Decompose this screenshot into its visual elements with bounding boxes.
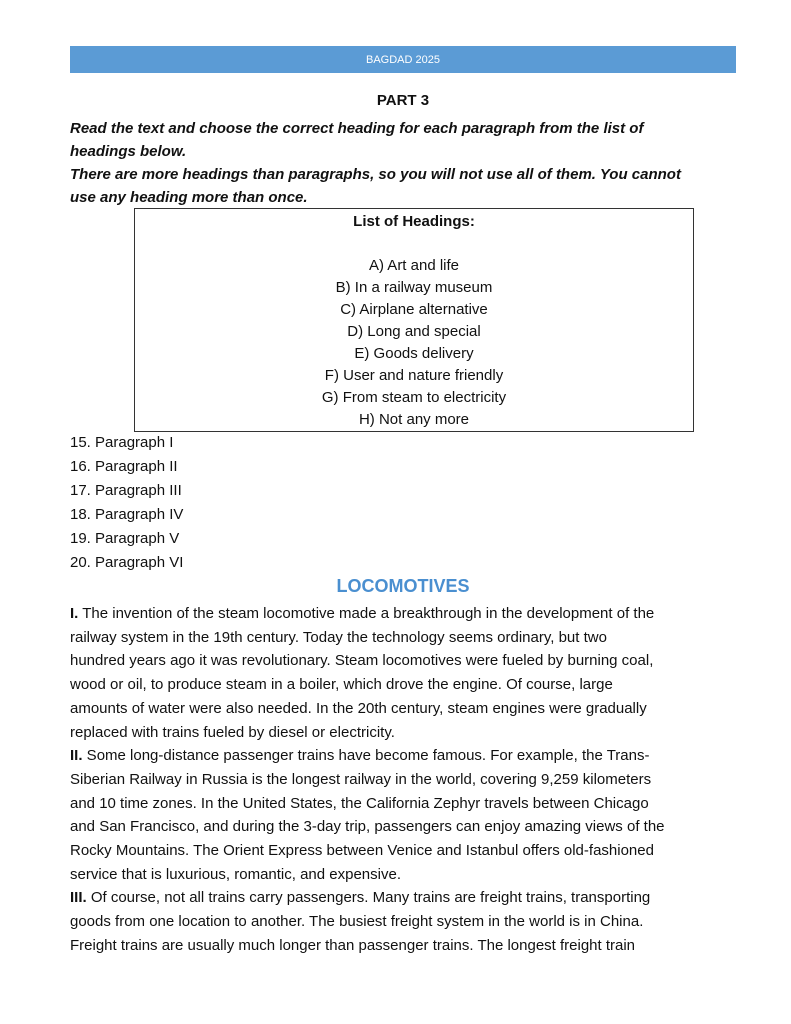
question-item: 20. Paragraph VI <box>70 554 184 571</box>
question-item: 15. Paragraph I <box>70 434 174 451</box>
heading-option: B) In a railway museum <box>335 279 493 296</box>
heading-option: H) Not any more <box>358 411 470 428</box>
article-line: goods from one location to another. The busiest freight system in the world is in China. <box>70 913 644 931</box>
article-line: railway system in the 19th century. Today the technology seems ordinary, but two <box>70 628 607 646</box>
instruction-line: There are more headings than paragraphs, so you will not use all of them. You cannot <box>70 166 681 183</box>
heading-option: A) Art and life <box>368 257 460 274</box>
header-banner: BAGDAD 2025 <box>70 46 736 73</box>
article-line: wood or oil, to produce steam in a boiler, which drove the engine. Of course, large <box>70 676 613 694</box>
article-line: service that is luxurious, romantic, and expensive. <box>70 865 401 883</box>
question-item: 16. Paragraph II <box>70 458 178 475</box>
heading-option: E) Goods delivery <box>354 345 474 362</box>
paragraph-text: Of course, not all trains carry passengers. Many trains are freight trains, transporting <box>86 889 651 907</box>
article-line: amounts of water were also needed. In the 20th century, steam engines were gradually <box>70 699 647 717</box>
article-body <box>70 602 750 958</box>
heading-option: G) From steam to electricity <box>321 389 507 406</box>
article-line <box>70 602 750 626</box>
paragraph-text: The invention of the steam locomotive made a breakthrough in the development of the <box>78 605 655 622</box>
question-item: 19. Paragraph V <box>70 530 180 547</box>
heading-option: C) Airplane alternative <box>340 301 488 318</box>
question-item: 17. Paragraph III <box>70 482 182 499</box>
heading-option: D) Long and special <box>347 323 481 340</box>
headings-box-title: List of Headings: <box>353 213 475 230</box>
article-title: LOCOMOTIVES <box>336 576 470 596</box>
article-line: and San Francisco, and during the 3-day trip, passengers can enjoy amazing views of the <box>70 818 665 836</box>
paragraph-label: I. <box>70 605 79 622</box>
question-item: 18. Paragraph IV <box>70 506 184 523</box>
article-line <box>70 886 750 910</box>
article-line: hundred years ago it was revolutionary. Steam locomotives were fueled by burning coal, <box>70 652 654 670</box>
article-line: Rocky Mountains. The Orient Express between Venice and Istanbul offers old-fashioned <box>70 842 654 860</box>
paragraph-label: II. <box>70 747 83 765</box>
heading-option: F) User and nature friendly <box>324 367 504 384</box>
article-line: replaced with trains fueled by diesel or electricity. <box>70 723 395 741</box>
instruction-line: headings below. <box>70 143 187 160</box>
article-line: Siberian Railway in Russia is the longest railway in the world, covering 9,259 kilometers <box>70 770 652 788</box>
part-title: PART 3 <box>376 92 430 109</box>
article-line: Freight trains are usually much longer than passenger trains. The longest freight train <box>70 936 636 954</box>
paragraph-label: III. <box>70 889 87 907</box>
article-line: and 10 time zones. In the United States, the California Zephyr travels between Chicago <box>70 794 649 812</box>
instructions <box>70 117 740 209</box>
paragraph-question-list <box>70 431 183 575</box>
paragraph-text: Some long-distance passenger trains have become famous. For example, the Trans- <box>82 747 650 765</box>
instruction-line: Read the text and choose the correct heading for each paragraph from the list of <box>70 120 644 137</box>
instruction-line: use any heading more than once. <box>70 189 308 206</box>
article-line <box>70 744 750 768</box>
headings-box <box>134 208 694 432</box>
